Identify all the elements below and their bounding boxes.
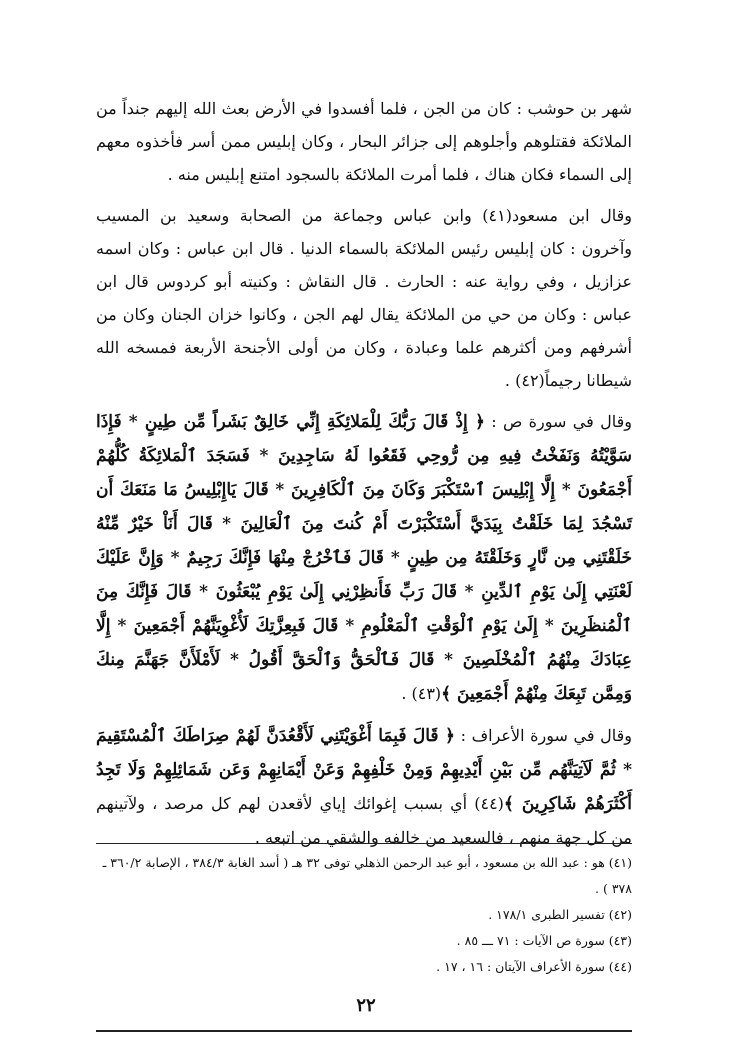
paragraph-4-intro: وقال في سورة الأعراف : [454, 726, 632, 745]
paragraph-1 [96, 92, 632, 191]
paragraph-2-text: وقال ابن مسعود(٤١) وابن عباس وجماعة من الصحابة وسعيد بن المسيب وآخرون : كان إبليس رئيس الملائكة بالسماء الدنيا . قال ابن عباس : وكان اسمه عزازيل ، وفي رواية عنه : الحارث . قال النقاش : وكنيته أبو كردوس قال ابن عباس : وكان من حي من الملائكة يقال لهم الجن ، وكانوا خزان الجنان وكان من أشرفهم ومن أكثرهم علما وعبادة ، وكان من أولى الأجنحة الأربعة فمسخه الله شيطانا رجيماً(٤٢) . [96, 206, 633, 390]
footnote-44: (٤٤) سورة الأعراف الآيتان : ١٦ ، ١٧ . [436, 959, 632, 974]
footnote-43: (٤٣) سورة ص الآيات : ٧١ ـــ ٨٥ . [456, 933, 632, 948]
quran-verses-araf: ﴿ قَالَ فَبِمَا أَغْوَيْتَنِي لَأَقْعُدَنَّ لَهُمْ صِرَاطَكَ ٱلْمُسْتَقِيمَ * ثُمَّ لَآتِيَنَّهُم مِّن بَيْنِ أَيْدِيهِمْ وَمِنْ خَلْفِهِمْ وَعَنْ أَيْمَانِهِمْ وَعَن شَمَائِلِهِمْ وَلَا تَجِدُ أَكْثَرَهُمْ شَاكِرِينَ ﴾ [96, 726, 632, 814]
paragraph-4 [96, 719, 632, 854]
main-text [96, 92, 632, 862]
quran-verses-sad: ﴿ إِذْ قَالَ رَبُّكَ لِلْمَلائِكَةِ إِنِّي خَالِقٌ بَشَراً مِّن طِينٍ * فَإِذَا سَوَّيْتُهُ وَنَفَخْتُ فِيهِ مِن رُّوحِي فَقَعُوا لَهُ سَاجِدِينَ * فَسَجَدَ ٱلْمَلائِكَةُ كُلُّهُمْ أَجْمَعُونَ * إِلَّا إِبْلِيسَ ٱسْتَكْبَرَ وَكَانَ مِنَ ٱلْكَافِرِينَ * قَالَ يَاإِبْلِيسُ مَا مَنَعَكَ أَن تَسْجُدَ لِمَا خَلَقْتُ بِيَدَيَّ أَسْتَكْبَرْتَ أَمْ كُنتَ مِنَ ٱلْعَالِينَ * قَالَ أَنَاْ خَيْرٌ مِّنْهُ خَلَقْتَنِي مِن نَّارٍ وَخَلَقْتَهُ مِن طِينٍ * قَالَ فَٱخْرُجْ مِنْهَا فَإِنَّكَ رَجِيمٌ * وَإِنَّ عَلَيْكَ لَعْنَتِي إِلَىٰ يَوْمِ ٱلدِّينِ * قَالَ رَبِّ فَأَنظِرْنِي إِلَىٰ يَوْمِ يُبْعَثُونَ * قَالَ فَإِنَّكَ مِنَ ٱلْمُنظَرِينَ * إِلَىٰ يَوْمِ ٱلْوَقْتِ ٱلْمَعْلُومِ * قَالَ فَبِعِزَّتِكَ لَأُغْوِيَنَّهُمْ أَجْمَعِينَ * إِلَّا عِبَادَكَ مِنْهُمُ ٱلْمُخْلَصِينَ * قَالَ فَٱلْحَقُّ وَٱلْحَقَّ أَقُولُ * لَأَمْلَأَنَّ جَهَنَّمَ مِنكَ وَمِمَّن تَبِعَكَ مِنْهُمْ أَجْمَعِينَ ﴾ [96, 412, 632, 704]
paragraph-3-outro: (٤٣) . [401, 684, 442, 703]
paragraph-3-intro: وقال في سورة ص : [484, 412, 633, 431]
footnotes [96, 843, 632, 980]
paragraph-2 [96, 199, 632, 397]
paragraph-1-text: شهر بن حوشب : كان من الجن ، فلما أفسدوا في الأرض بعث الله إليهم جنداً من الملائكة فقتلوهم وأجلوهم إلى جزائر البحار ، وكان إبليس ممن أسر فأخذوه معهم إلى السماء فكان هناك ، فلما أمرت الملائكة بالسجود امتنع إبليس منه . [96, 99, 632, 184]
paragraph-3 [96, 405, 632, 711]
footnote-41: (٤١) هو : عبد الله بن مسعود ، أبو عبد الرحمن الذهلي توفى ٣٢ هـ ( أسد الغابة ٣٨٤/٣ ، الإصابة ٣٦٠/٢ ـ ٣٧٨ ) . [102, 855, 632, 896]
bottom-rule [96, 1030, 632, 1032]
paragraph-4-outro: (٤٤) أي بسبب إغوائك إياي لأقعدن لهم كل مرصد ، ولآتينهم من كل جهة منهم ، فالسعيد من خالفه والشقي من اتبعه . [96, 794, 632, 847]
footnote-42: (٤٢) تفسير الطبرى ١٧٨/١ . [488, 907, 632, 922]
page-number: ٢٢ [356, 995, 376, 1016]
